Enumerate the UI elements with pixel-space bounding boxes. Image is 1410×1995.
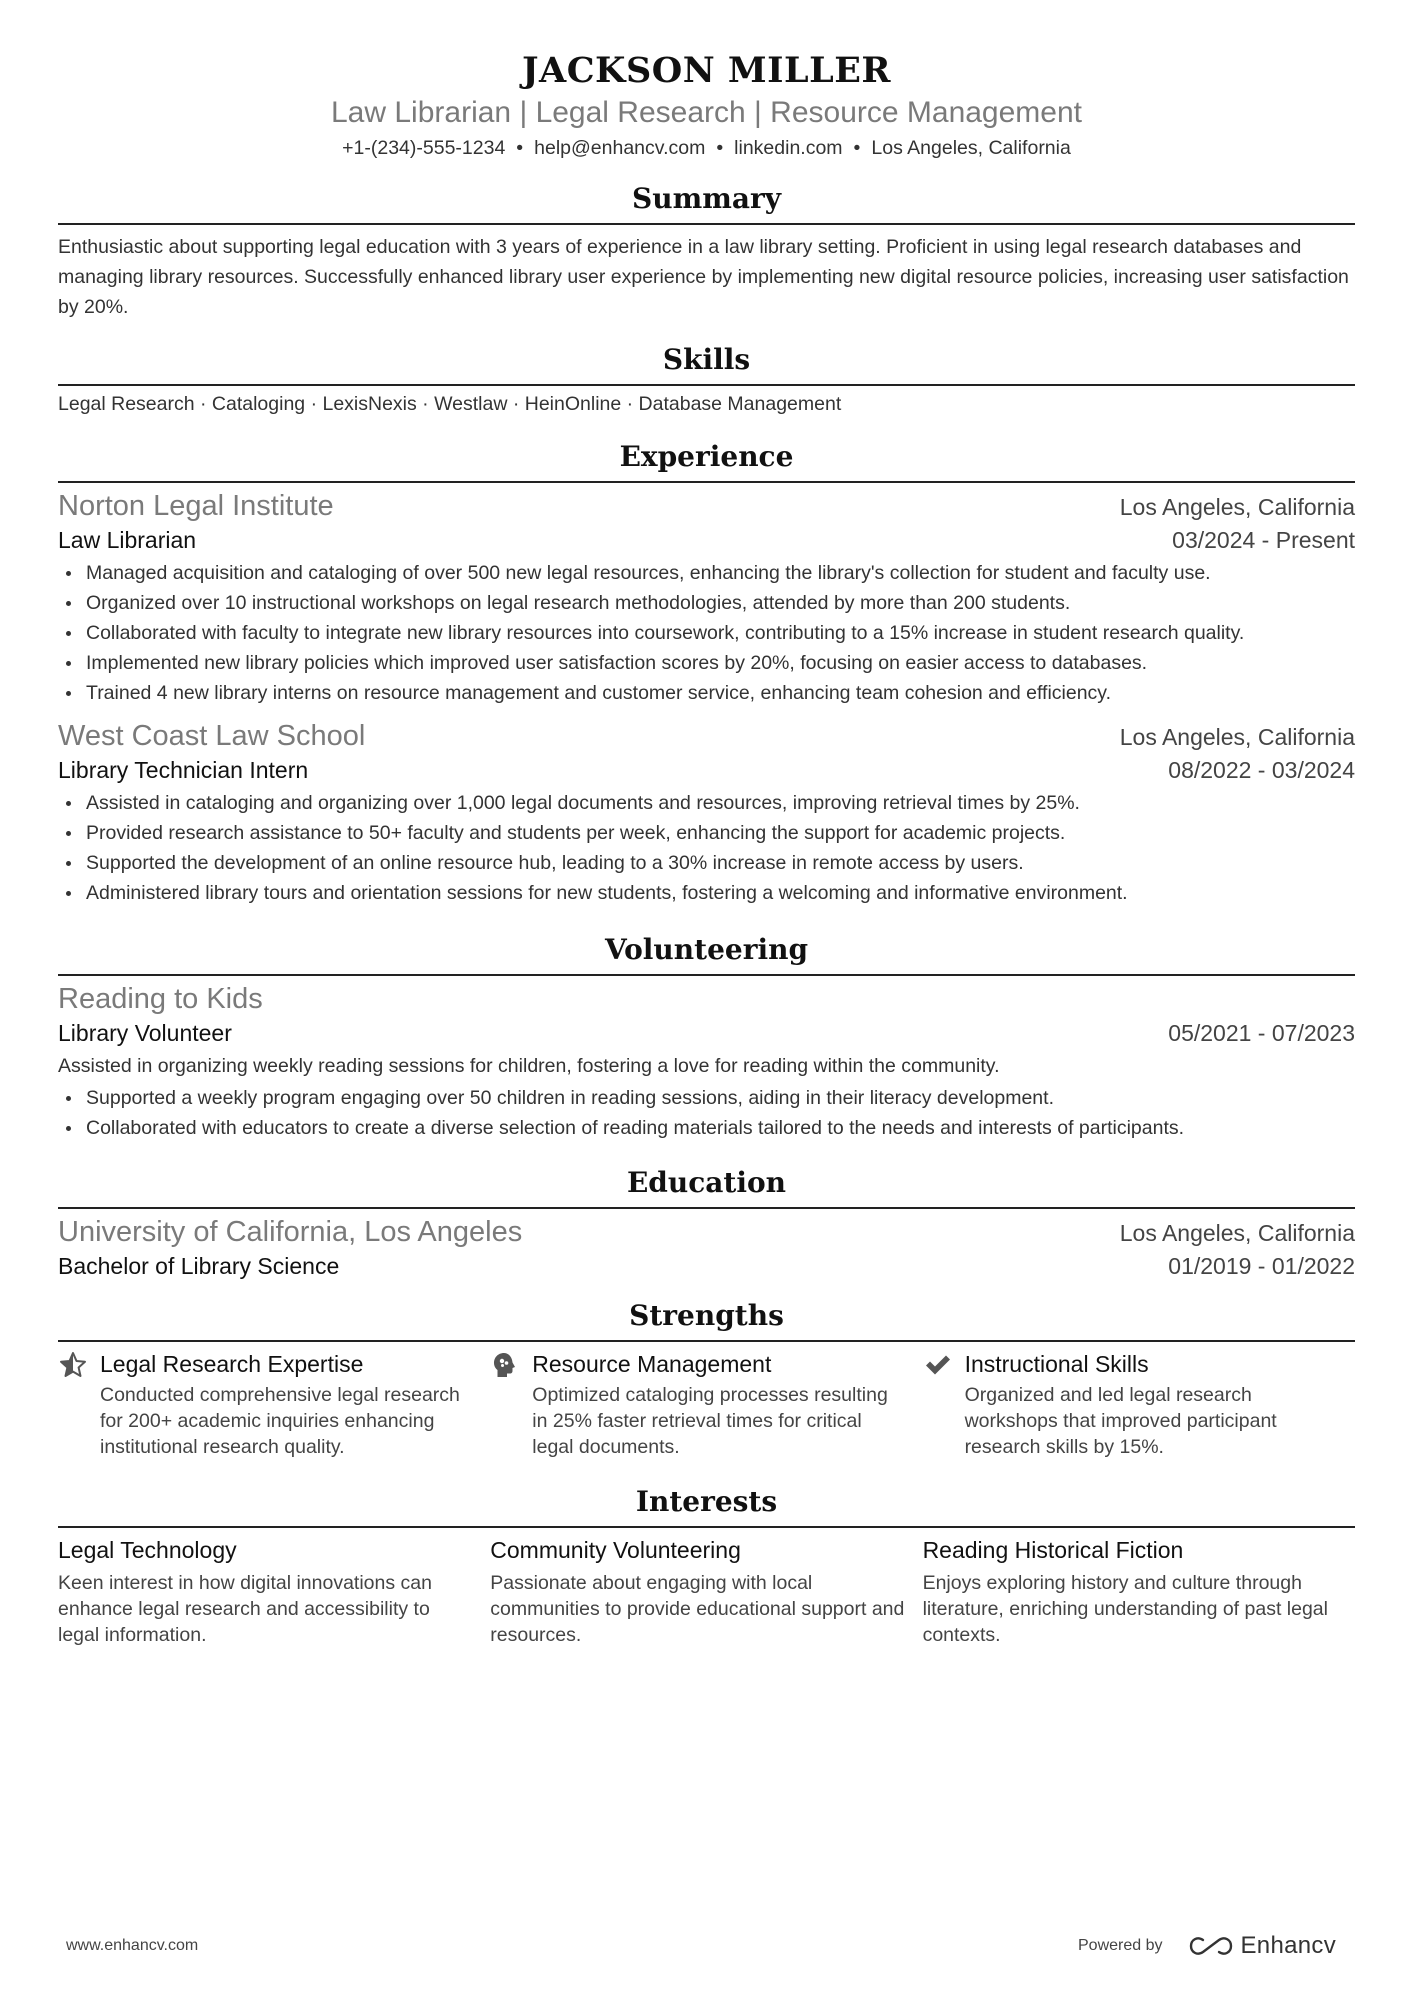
company-name: Norton Legal Institute	[58, 490, 334, 522]
volunteering-section	[58, 932, 1355, 1143]
interest-description: Keen interest in how digital innovations can enhance legal research and accessibility to legal information.	[58, 1572, 432, 1646]
strength-item	[58, 1349, 490, 1460]
list-item: Organized over 10 instructional workshops on legal research methodologies, attended by more than 200 students.	[58, 588, 1355, 618]
section-divider	[58, 1340, 1355, 1342]
brain-head-icon	[490, 1350, 520, 1380]
school-location: Los Angeles, California	[1119, 1220, 1355, 1246]
list-item: Collaborated with faculty to integrate new library resources into coursework, contributing to a 15% increase in student research quality.	[58, 618, 1355, 648]
page-footer	[66, 1932, 1336, 1960]
volunteer-description: Assisted in organizing weekly reading sessions for children, fostering a love for reading within the community.	[58, 1055, 1000, 1077]
phone: +1-(234)-555-1234	[342, 137, 506, 159]
strength-description: Organized and led legal research workshops that improved participant research skills by 15%.	[964, 1384, 1277, 1458]
separator-dot: •	[853, 137, 861, 159]
list-item: Assisted in cataloging and organizing over 1,000 legal documents and resources, improving retrieval times by 25%.	[58, 788, 1355, 818]
section-title: Interests	[635, 1485, 778, 1518]
section-divider	[58, 1207, 1355, 1209]
section-title: Skills	[662, 343, 751, 376]
strength-description: Optimized cataloging processes resulting in 25% faster retrieval times for critical legal documents.	[532, 1384, 888, 1458]
strengths-section	[58, 1298, 1355, 1460]
interest-description: Passionate about engaging with local communities to provide educational support and resources.	[490, 1572, 905, 1646]
interest-title: Community Volunteering	[490, 1537, 741, 1563]
resume-page	[58, 0, 1355, 1995]
skills-section	[58, 342, 1355, 419]
education-dates: 01/2019 - 01/2022	[1168, 1253, 1355, 1279]
section-divider	[58, 384, 1355, 386]
strength-item	[923, 1349, 1355, 1460]
section-divider	[58, 223, 1355, 225]
section-divider	[58, 974, 1355, 976]
enhancv-logo-icon	[1189, 1935, 1233, 1957]
volunteer-role: Library Volunteer	[58, 1020, 232, 1046]
section-title: Strengths	[629, 1299, 784, 1332]
job-bullets	[58, 788, 1355, 908]
job-title: Library Technician Intern	[58, 757, 309, 783]
job-dates: 03/2024 - Present	[1172, 527, 1355, 553]
section-title: Experience	[619, 440, 794, 473]
location: Los Angeles, California	[871, 137, 1071, 159]
strength-description: Conducted comprehensive legal research for 200+ academic inquiries enhancing institutional research quality.	[100, 1384, 460, 1458]
list-item: Managed acquisition and cataloging of over 500 new legal resources, enhancing the library's collection for student and faculty use.	[58, 558, 1355, 588]
list-item: Supported a weekly program engaging over 50 children in reading sessions, aiding in their literacy development.	[58, 1083, 1355, 1113]
company-name: West Coast Law School	[58, 720, 366, 752]
checkmark-icon	[923, 1350, 953, 1380]
candidate-name: JACKSON MILLER	[521, 50, 892, 91]
list-item: Trained 4 new library interns on resource management and customer service, enhancing team cohesion and efficiency.	[58, 678, 1355, 708]
resume-header	[58, 0, 1355, 161]
section-title: Education	[626, 1166, 787, 1199]
interest-item	[490, 1535, 922, 1648]
organization-name: Reading to Kids	[58, 983, 263, 1015]
list-item: Supported the development of an online resource hub, leading to a 30% increase in remote access by users.	[58, 848, 1355, 878]
job-dates: 08/2022 - 03/2024	[1168, 757, 1355, 783]
list-item: Collaborated with educators to create a diverse selection of reading materials tailored to the needs and interests of participants.	[58, 1113, 1355, 1143]
email-link[interactable]: help@enhancv.com	[534, 137, 706, 159]
section-divider	[58, 481, 1355, 483]
separator-dot: •	[716, 137, 724, 159]
interest-item	[923, 1535, 1355, 1648]
strength-item	[490, 1349, 922, 1460]
job-bullets	[58, 558, 1355, 708]
strength-title: Instructional Skills	[964, 1351, 1149, 1377]
job-entry	[58, 718, 1355, 908]
experience-section	[58, 439, 1355, 908]
degree: Bachelor of Library Science	[58, 1253, 340, 1279]
volunteer-bullets	[58, 1083, 1355, 1143]
headline: Law Librarian | Legal Research | Resource Management	[331, 96, 1082, 129]
strength-title: Resource Management	[532, 1351, 772, 1377]
job-location: Los Angeles, California	[1119, 724, 1355, 750]
interest-item	[58, 1535, 490, 1648]
list-item: Implemented new library policies which improved user satisfaction scores by 20%, focusing on easier access to databases.	[58, 648, 1355, 678]
education-section	[58, 1165, 1355, 1282]
brand-name: Enhancv	[1240, 1932, 1336, 1959]
job-entry	[58, 488, 1355, 708]
volunteer-dates: 05/2021 - 07/2023	[1168, 1020, 1355, 1046]
job-location: Los Angeles, California	[1119, 494, 1355, 520]
linkedin-link[interactable]: linkedin.com	[734, 137, 843, 159]
section-divider	[58, 1526, 1355, 1528]
summary-text: Enthusiastic about supporting legal education with 3 years of experience in a law library setting. Proficient in using legal research databases and managing library resources. Successfully enhanced library user experience by implementing new digital resource policies, increasing user satisfaction by 20%.	[58, 236, 1349, 318]
school-name: University of California, Los Angeles	[58, 1216, 523, 1248]
powered-by-label: Powered by	[1078, 1937, 1163, 1954]
strength-title: Legal Research Expertise	[100, 1351, 364, 1377]
interest-title: Legal Technology	[58, 1537, 237, 1563]
powered-by	[1078, 1932, 1336, 1960]
star-icon	[58, 1350, 88, 1380]
job-title: Law Librarian	[58, 527, 197, 553]
section-title: Volunteering	[604, 933, 809, 966]
section-title: Summary	[632, 182, 781, 215]
separator-dot: •	[516, 137, 524, 159]
list-item: Administered library tours and orientation sessions for new students, fostering a welcoming and informative environment.	[58, 878, 1355, 908]
interests-section	[58, 1484, 1355, 1648]
skills-list: Legal Research · Cataloging · LexisNexis · Westlaw · HeinOnline · Database Management	[58, 393, 842, 415]
list-item: Provided research assistance to 50+ faculty and students per week, enhancing the support for academic projects.	[58, 818, 1355, 848]
summary-section	[58, 181, 1355, 322]
website-link[interactable]: www.enhancv.com	[66, 1937, 199, 1954]
contact-line	[58, 135, 1355, 161]
interest-description: Enjoys exploring history and culture through literature, enriching understanding of past legal contexts.	[922, 1572, 1328, 1646]
interest-title: Reading Historical Fiction	[922, 1537, 1184, 1563]
